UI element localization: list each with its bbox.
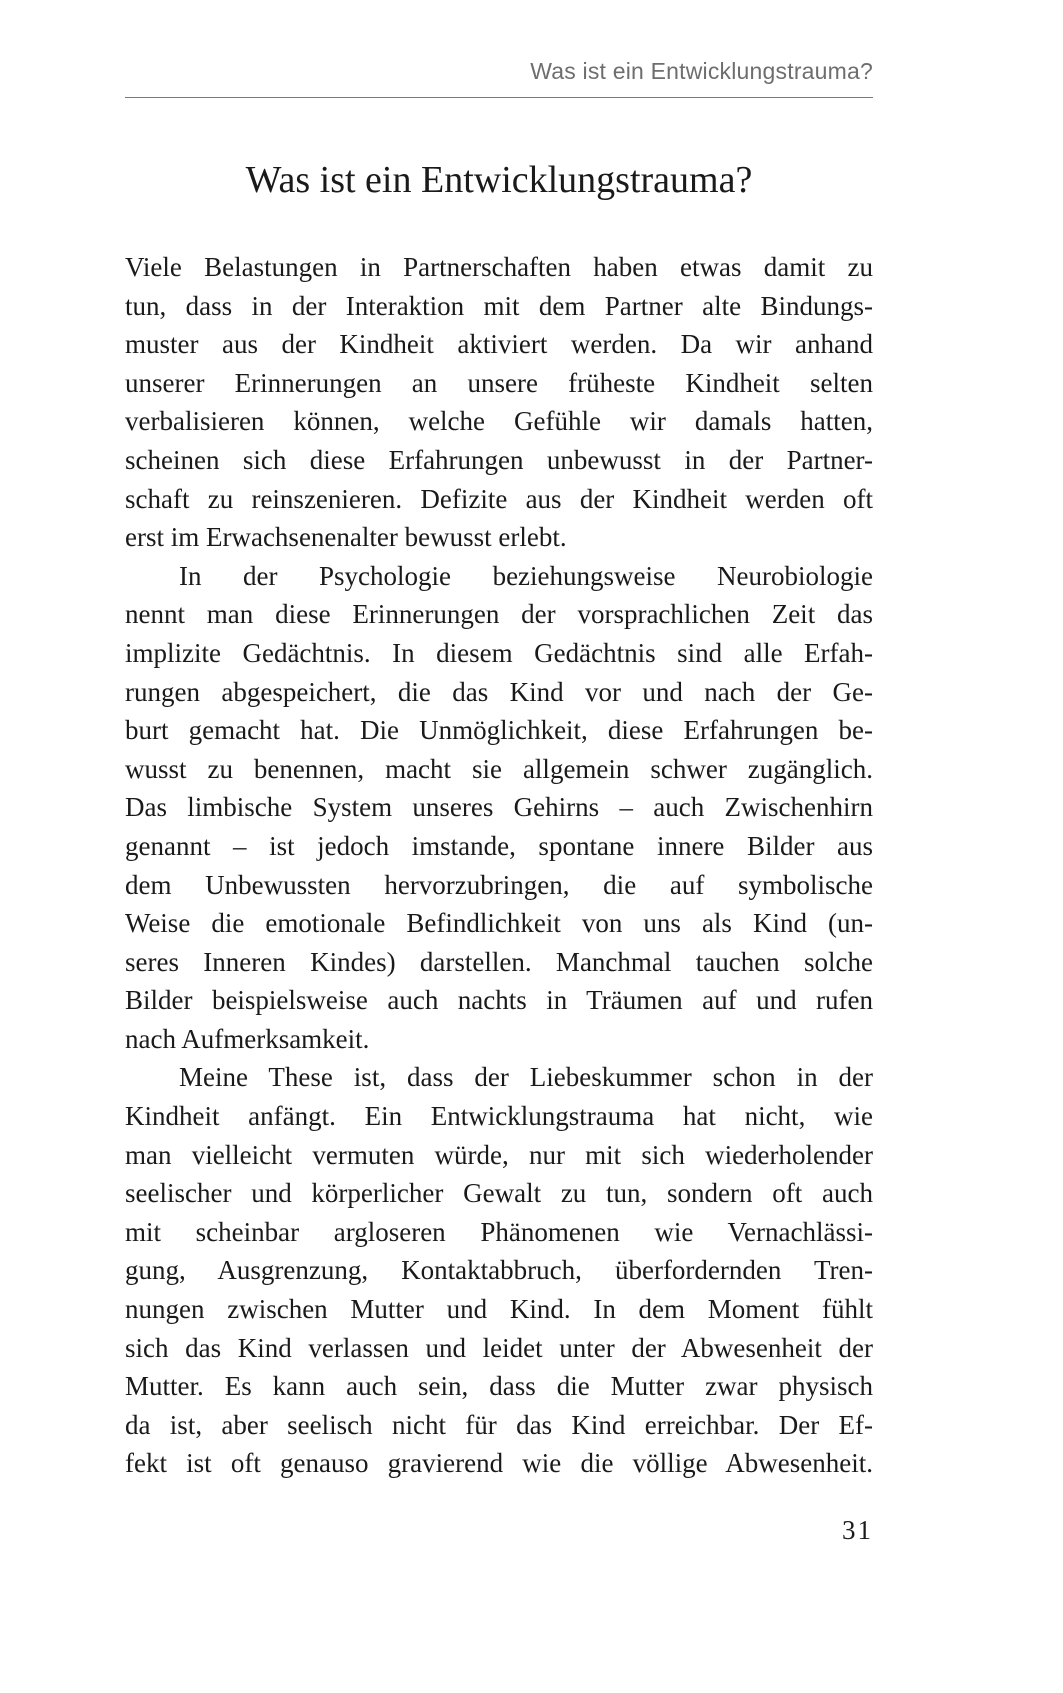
text-line: sich das Kind verlassen und leidet unter der Abwesenheit der [125,1332,873,1363]
text-line: Mutter. Es kann auch sein, dass die Mutter zwar physisch [125,1371,873,1402]
text-line: verbalisieren können, welche Gefühle wir damals hatten, [125,406,873,437]
text-line: erst im Erwachsenenalter bewusst erlebt. [125,522,567,553]
text-line: unserer Erinnerungen an unsere früheste Kindheit selten [125,367,873,398]
text-line: nungen zwischen Mutter und Kind. In dem Moment fühlt [125,1294,873,1325]
text-line: Das limbische System unseres Gehirns – auch Zwischenhirn [125,792,873,823]
text-line: seres Inneren Kindes) darstellen. Manchmal tauchen solche [125,946,873,977]
text-line: dem Unbewussten hervorzubringen, die auf symbolische [125,869,873,900]
text-line: seelischer und körperlicher Gewalt zu tun, sondern oft auch [125,1178,873,1209]
text-line: man vielleicht vermuten würde, nur mit sich wiederholender [125,1139,873,1170]
text-line: tun, dass in der Interaktion mit dem Partner alte Bindungs- [125,290,873,321]
text-line: Bilder beispielsweise auch nachts in Träumen auf und rufen [125,985,873,1016]
text-line: fekt ist oft genauso gravierend wie die völlige Abwesenheit. [125,1448,873,1479]
text-line: muster aus der Kindheit aktiviert werden. Da wir anhand [125,329,873,360]
text-line: scheinen sich diese Erfahrungen unbewusst in der Partner- [125,444,873,475]
text-line: wusst zu benennen, macht sie allgemein schwer zugänglich. [125,753,873,784]
text-line: rungen abgespeichert, die das Kind vor und nach der Ge- [125,676,873,707]
paragraph-3 [125,1058,873,1483]
running-head [125,58,873,98]
text-line: da ist, aber seelisch nicht für das Kind erreichbar. Der Ef- [125,1409,873,1440]
paragraph-2 [125,557,873,1059]
text-line: nennt man diese Erinnerungen der vorsprachlichen Zeit das [125,599,873,630]
text-line: burt gemacht hat. Die Unmöglichkeit, diese Erfahrungen be- [125,715,873,746]
paragraph-1 [125,248,873,557]
chapter-title: Was ist ein Entwicklungstrauma? [245,159,753,201]
text-line: nach Aufmerksamkeit. [125,1023,370,1054]
text-line: Meine These ist, dass der Liebeskummer schon in der [179,1062,873,1093]
text-line: gung, Ausgrenzung, Kontaktabbruch, überfordernden Tren- [125,1255,873,1286]
page-number: 31 [842,1515,873,1545]
body-text [125,248,873,1483]
running-head-title: Was ist ein Entwicklungstrauma? [530,58,873,84]
text-line: schaft zu reinszenieren. Defizite aus der Kindheit werden oft [125,483,873,514]
text-line: implizite Gedächtnis. In diesem Gedächtnis sind alle Erfah- [125,637,873,668]
text-line: Viele Belastungen in Partnerschaften haben etwas damit zu [125,252,873,282]
text-line: mit scheinbar argloseren Phänomenen wie Vernachlässi- [125,1216,873,1247]
text-line: Weise die emotionale Befindlichkeit von uns als Kind (un- [125,908,873,939]
text-line: In der Psychologie beziehungsweise Neurobiologie [179,560,873,591]
text-line: genannt – ist jedoch imstande, spontane innere Bilder aus [125,830,873,861]
text-line: Kindheit anfängt. Ein Entwicklungstrauma hat nicht, wie [125,1101,873,1132]
